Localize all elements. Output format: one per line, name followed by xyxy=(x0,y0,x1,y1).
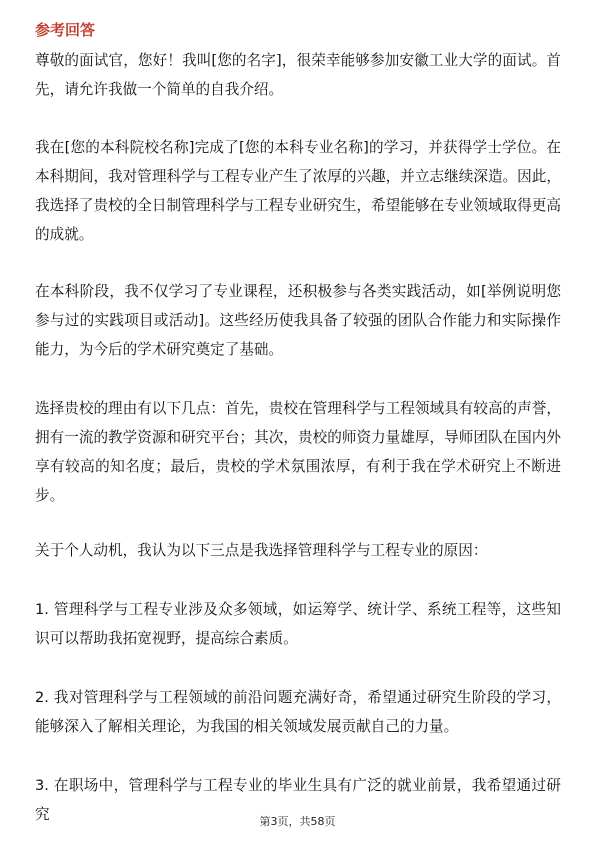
paragraph-point-2: 2. 我对管理科学与工程领域的前沿问题充满好奇，希望通过研究生阶段的学习，能够深入了解相关理论，为我国的相关领域发展贡献自己的力量。 xyxy=(35,689,561,735)
paragraph-reasons: 选择贵校的理由有以下几点：首先，贵校在管理科学与工程领域具有较高的声誉，拥有一流的教学资源和研究平台；其次，贵校的师资力量雄厚，导师团队在国内外享有较高的知名度；最后，贵校的学术氛围浓厚，有利于我在学术研究上不断进步。 xyxy=(35,400,561,504)
paragraph-greeting: 尊敬的面试官，您好！我叫[您的名字]，很荣幸能够参加安徽工业大学的面试。首先，请允许我做一个简单的自我介绍。 xyxy=(35,52,561,98)
page-number: 第3页，共58页 xyxy=(259,815,336,828)
section-heading: 参考回答 xyxy=(35,21,96,39)
paragraph-practice: 在本科阶段，我不仅学习了专业课程，还积极参与各类实践活动，如[举例说明您参与过的实践项目或活动]。这些经历使我具备了较强的团队合作能力和实际操作能力，为今后的学术研究奠定了基础。 xyxy=(35,283,561,358)
paragraph-point-3: 3. 在职场中，管理科学与工程专业的毕业生具有广泛的就业前景，我希望通过研究 xyxy=(35,777,561,823)
paragraph-education: 我在[您的本科院校名称]完成了[您的本科专业名称]的学习，并获得学士学位。在本科期间，我对管理科学与工程专业产生了浓厚的兴趣，并立志继续深造。因此，我选择了贵校的全日制管理科学与工程专业研究生，希望能够在专业领域取得更高的成就。 xyxy=(35,139,561,243)
paragraph-motivation-intro: 关于个人动机，我认为以下三点是我选择管理科学与工程专业的原因： xyxy=(35,542,488,559)
paragraph-point-1: 1. 管理科学与工程专业涉及众多领域，如运筹学、统计学、系统工程等，这些知识可以帮助我拓宽视野，提高综合素质。 xyxy=(35,601,561,647)
